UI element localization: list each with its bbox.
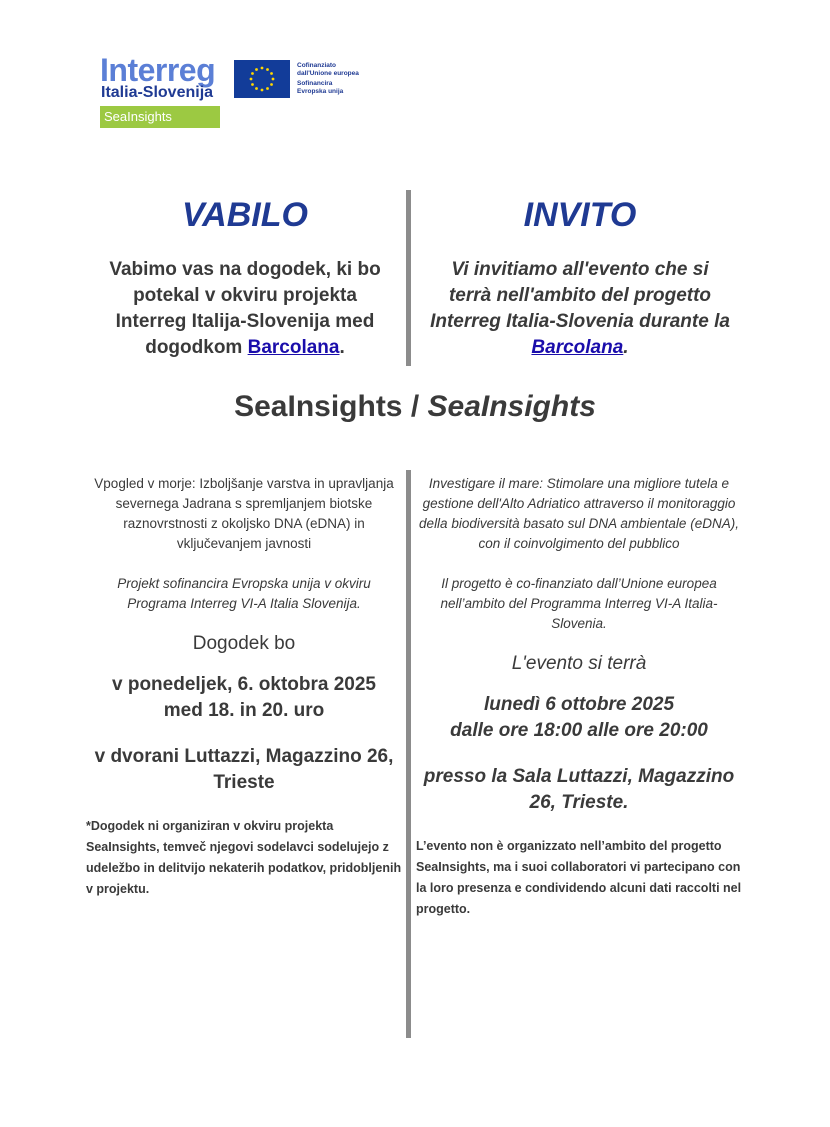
- project-description: Vpogled v morje: Izboljšanje varstva in upravljanja severnega Jadrana s spremljanjem biotske raznovrstnosti z okoljsko DNA (eDNA) in vključevanjem javnosti: [94, 476, 394, 551]
- eu-star: [266, 87, 269, 90]
- time-line: med 18. in 20. uro: [163, 700, 325, 721]
- event-subheading: Dogodek bo: [192, 633, 296, 654]
- event-date: [86, 672, 402, 724]
- event-place: presso la Sala Luttazzi, Magazzino 26, Trieste.: [423, 766, 735, 813]
- intro-text: Vabimo vas na dogodek, ki bo potekal v okviru projekta Interreg Italija-Slovenija med dogodkom: [109, 259, 381, 358]
- disclaimer-note: *Dogodek ni organiziran v okviru projekta SeaInsights, temveč njegovi sodelavci sodelujejo z udeležbo in delitvijo nekaterih podatkov, pridobljenih v projektu.: [86, 819, 402, 896]
- eu-flag-icon: [234, 60, 290, 98]
- column-divider: [406, 190, 411, 366]
- eu-star: [255, 87, 258, 90]
- intro-sl: [100, 257, 390, 361]
- intro-text: Vi invitiamo all'evento che si terrà nell'ambito del progetto Interreg Italia-Slovenia durante la: [430, 259, 730, 332]
- eu-line: Sofinancira: [297, 80, 333, 87]
- eu-star: [251, 83, 254, 86]
- time-line: dalle ore 18:00 alle ore 20:00: [450, 720, 708, 741]
- disclaimer-note: L’evento non è organizzato nell’ambito del progetto SeaInsights, ma i suoi collaboratori vi partecipano con la loro presenza e condividendo alcuni dati raccolti nel progetto.: [416, 839, 742, 916]
- barcolana-link[interactable]: Barcolana: [247, 337, 340, 358]
- event-place: v dvorani Luttazzi, Magazzino 26, Trieste: [94, 746, 394, 793]
- project-description: Investigare il mare: Stimolare una migliore tutela e gestione dell'Alto Adriatico attraverso il monitoraggio della biodiversità basato sul DNA ambientale (eDNA), con il coinvolgimento del pubblico: [419, 476, 739, 551]
- eu-star: [261, 67, 264, 70]
- date-line: v ponedeljek, 6. oktobra 2025: [112, 674, 376, 695]
- eu-star: [251, 72, 254, 75]
- left-intro: [100, 196, 390, 361]
- left-body: [86, 474, 402, 900]
- intro-end: .: [623, 337, 629, 358]
- heading-sl: SeaInsights /: [234, 390, 428, 423]
- right-intro: [430, 196, 730, 361]
- eu-star: [266, 68, 269, 71]
- eu-cofunding-text: [297, 62, 359, 96]
- project-heading: [0, 390, 830, 424]
- eu-star: [255, 68, 258, 71]
- event-subheading: L'evento si terrà: [511, 653, 647, 674]
- project-logo: SeaInsights: [100, 106, 220, 128]
- eu-line: Cofinanziato: [297, 62, 336, 69]
- eu-star: [270, 83, 273, 86]
- eu-star: [272, 78, 275, 81]
- interreg-logo: Interreg: [100, 52, 216, 88]
- eu-star: [270, 72, 273, 75]
- eu-line: dall'Unione europea: [297, 70, 359, 77]
- column-divider: [406, 470, 411, 1038]
- intro-it: [430, 257, 730, 361]
- event-date: [416, 692, 742, 744]
- funding-text: Il progetto è co-finanziato dall’Unione europea nell’ambito del Programma Interreg VI-A Italia-Slovenia.: [440, 576, 718, 631]
- eu-star: [250, 78, 253, 81]
- region-logo-text: Italia-Slovenija: [101, 84, 214, 101]
- funding-text: Projekt sofinancira Evropska unija v okviru Programa Interreg VI-A Italia Slovenija.: [117, 576, 371, 611]
- intro-end: .: [339, 337, 345, 358]
- eu-line: Evropska unija: [297, 88, 344, 95]
- barcolana-link[interactable]: Barcolana: [531, 337, 624, 358]
- heading-it: SeaInsights: [427, 390, 596, 423]
- title-invito: INVITO: [523, 196, 637, 234]
- right-body: [416, 474, 742, 920]
- eu-star: [261, 89, 264, 92]
- date-line: lunedì 6 ottobre 2025: [483, 694, 675, 715]
- title-vabilo: VABILO: [182, 196, 308, 234]
